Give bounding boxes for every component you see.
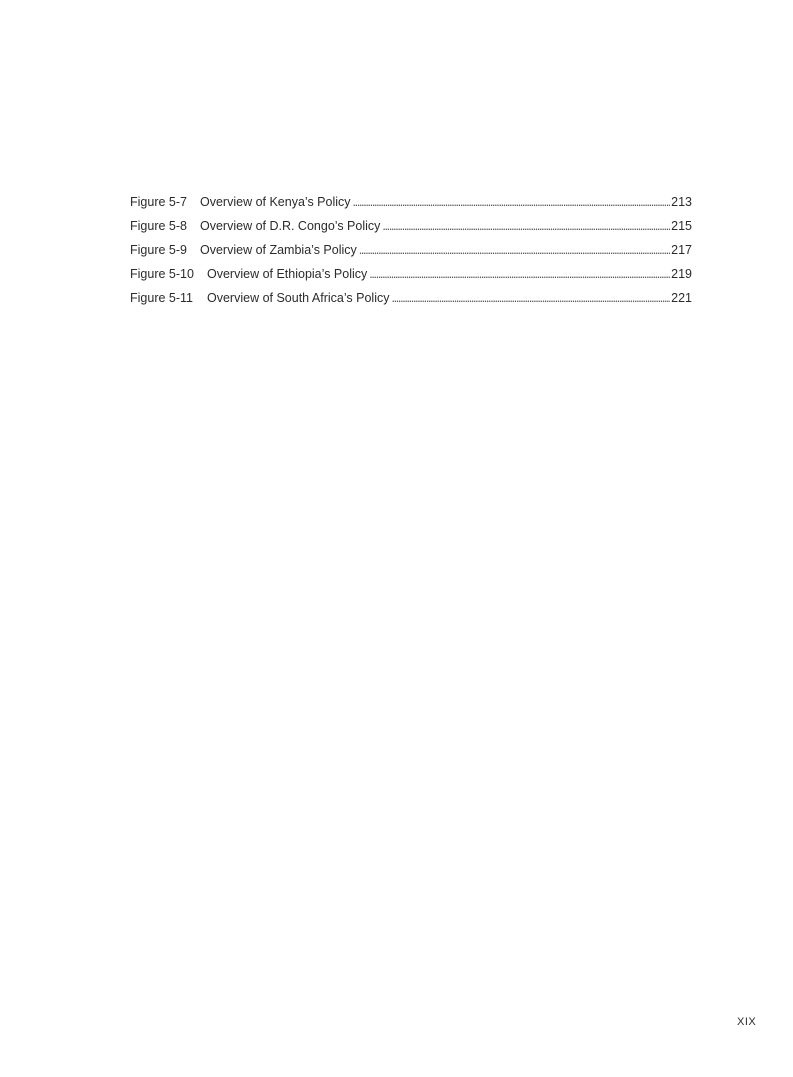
toc-entry[interactable]: [130, 193, 692, 217]
dot-leader: [359, 241, 670, 259]
figure-label: Figure 5-7: [130, 195, 187, 209]
page-number: XIX: [737, 1016, 757, 1028]
figure-label: Figure 5-10: [130, 267, 194, 281]
toc-entry[interactable]: [130, 241, 692, 265]
figure-page: 215: [671, 219, 692, 233]
figure-title: Overview of Kenya’s Policy: [200, 195, 351, 209]
figure-label: Figure 5-11: [130, 291, 193, 305]
dot-leader: [382, 217, 670, 235]
figure-page: 221: [671, 291, 692, 305]
figure-label: Figure 5-8: [130, 219, 187, 233]
figure-title: Overview of South Africa’s Policy: [207, 291, 390, 305]
toc-entry[interactable]: [130, 265, 692, 289]
dot-leader: [391, 289, 670, 307]
figure-page: 219: [671, 267, 692, 281]
figure-title: Overview of D.R. Congo’s Policy: [200, 219, 381, 233]
figure-page: 217: [671, 243, 692, 257]
toc-entry[interactable]: [130, 217, 692, 241]
list-of-figures: [130, 193, 692, 313]
dot-leader: [369, 265, 670, 283]
figure-title: Overview of Zambia’s Policy: [200, 243, 357, 257]
figure-title: Overview of Ethiopia’s Policy: [207, 267, 368, 281]
figure-page: 213: [671, 195, 692, 209]
dot-leader: [353, 193, 671, 211]
figure-label: Figure 5-9: [130, 243, 187, 257]
toc-entry[interactable]: [130, 289, 692, 313]
